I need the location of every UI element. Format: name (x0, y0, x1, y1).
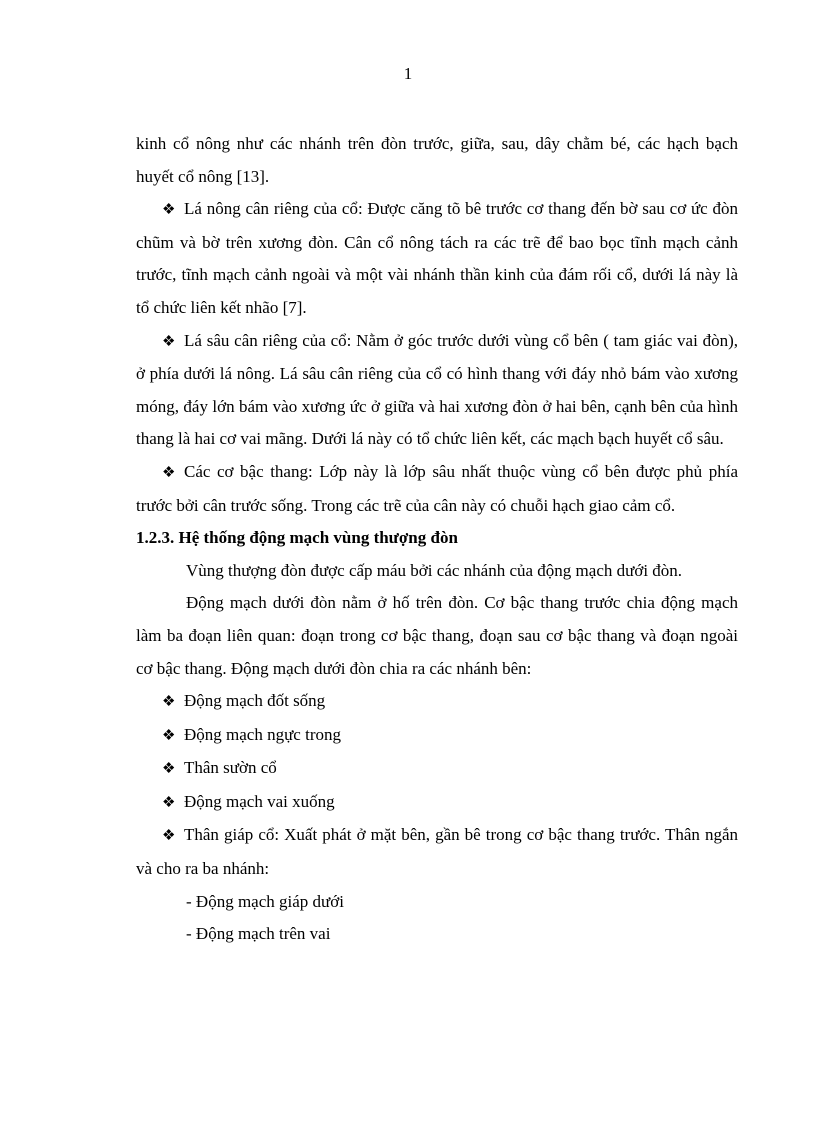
bullet-paragraph (136, 456, 738, 522)
bullet-text: Động mạch vai xuống (184, 791, 335, 811)
bullet-text: Các cơ bậc thang: Lớp này là lớp sâu nhất thuộc vùng cổ bên được phủ phía trước bởi cân trước sống. Trong các trẽ của cân này có chuỗi hạch giao cảm cổ. (136, 461, 738, 515)
section-heading: 1.2.3. Hệ thống động mạch vùng thượng đòn (136, 528, 458, 548)
bullet-paragraph (136, 193, 738, 324)
paragraph: Động mạch dưới đòn nằm ở hố trên đòn. Cơ bậc thang trước chia động mạch làm ba đoạn liên quan: đoạn trong cơ bậc thang, đoạn sau cơ bậc thang và đoạn ngoài cơ bậc thang. Động mạch dưới đòn chia ra các nhánh bên: (136, 593, 738, 678)
diamond-bullet-icon: ❖ (162, 794, 176, 811)
sub-list-item: - Động mạch giáp dưới (186, 891, 344, 911)
paragraph: Vùng thượng đòn được cấp máu bởi các nhánh của động mạch dưới đòn. (186, 560, 683, 580)
bullet-text: Lá nông cân riêng của cổ: Được căng tõ bê trước cơ thang đến bờ sau cơ ức đòn chũm và bờ trên xương đòn. Cân cổ nông tách ra các trẽ để bao bọc tĩnh mạch cảnh trước, tĩnh mạch cảnh ngoài và một vài nhánh thần kinh của đám rối cổ, dưới lá này là tổ chức liên kết nhão [7]. (136, 199, 738, 317)
document-body (136, 128, 738, 951)
diamond-bullet-icon: ❖ (162, 761, 176, 778)
bullet-text: Động mạch đốt sống (184, 691, 326, 711)
bullet-text: Thân sườn cổ (184, 758, 277, 778)
diamond-bullet-icon: ❖ (162, 694, 176, 711)
diamond-bullet-icon: ❖ (162, 464, 176, 481)
diamond-bullet-icon: ❖ (162, 727, 176, 744)
diamond-bullet-icon: ❖ (162, 828, 176, 845)
sub-list-item: - Động mạch trên vai (186, 924, 331, 944)
bullet-text: Lá sâu cân riêng của cổ: Nằm ở góc trước dưới vùng cổ bên ( tam giác vai đòn), ở phía dưới lá nông. Lá sâu cân riêng của cổ có hình thang với đáy nhỏ bám vào xương móng, đáy lớn bám vào xương ức ở giữa và hai xương đòn ở hai bên, cạnh bên của hình thang là hai cơ vai mãng. Dưới lá này có tổ chức liên kết, các mạch bạch huyết cổ sâu. (136, 330, 738, 449)
bullet-item (136, 752, 738, 786)
bullet-text: Động mạch ngực trong (184, 724, 341, 744)
bullet-item (136, 719, 738, 753)
paragraph: kinh cổ nông như các nhánh trên đòn trước, giữa, sau, dây chằm bé, các hạch bạch huyết cổ nông [13]. (136, 134, 738, 186)
bullet-item (136, 685, 738, 719)
bullet-paragraph (136, 819, 738, 885)
bullet-text: Thân giáp cổ: Xuất phát ở mặt bên, gần bê trong cơ bậc thang trước. Thân ngắn và cho ra ba nhánh: (136, 825, 738, 879)
diamond-bullet-icon: ❖ (162, 202, 176, 219)
page-number: 1 (403, 64, 413, 83)
bullet-item (136, 786, 738, 820)
bullet-paragraph (136, 325, 738, 456)
diamond-bullet-icon: ❖ (162, 333, 176, 350)
